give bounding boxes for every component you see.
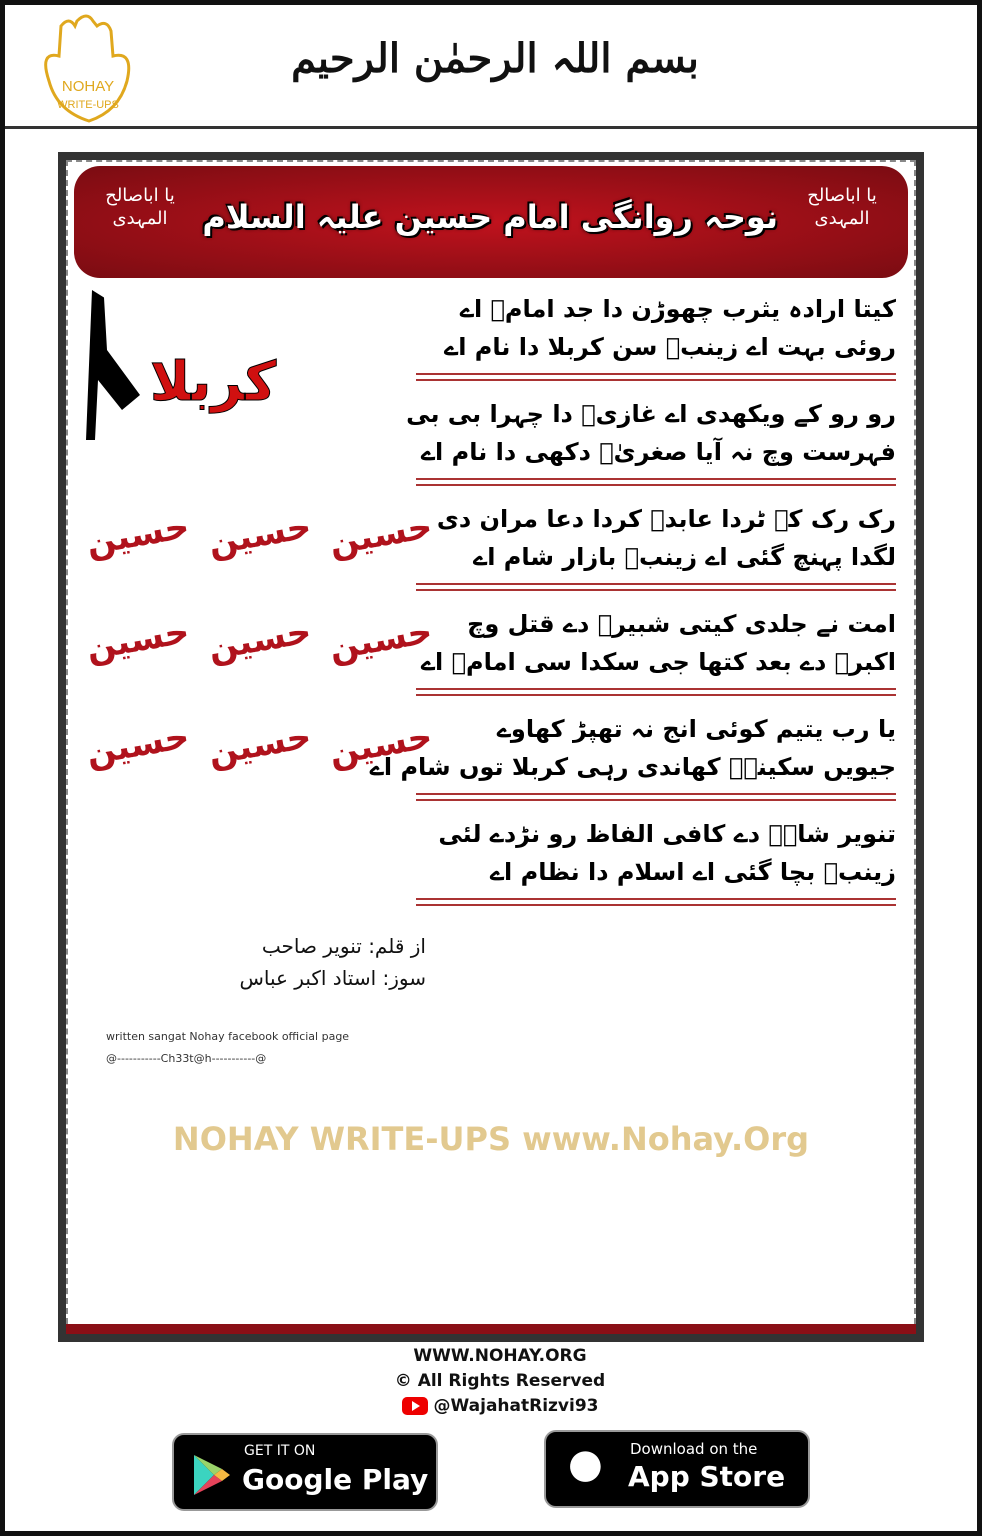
refrain: حسین (83, 716, 193, 774)
refrain: حسین (326, 611, 436, 669)
nauha-poster (58, 152, 924, 1342)
svg-text:NOHAY: NOHAY (61, 78, 115, 95)
website-link[interactable]: WWW.NOHAY.ORG (413, 1346, 587, 1366)
calligraphy-right: یا اباصالح المہدی (807, 185, 877, 230)
stanza-5 (370, 710, 896, 787)
copyright: © All Rights Reserved (394, 1371, 606, 1391)
google-small: GET IT ON (244, 1443, 316, 1459)
signature: @-----------Ch33t@h-----------@ (106, 1052, 267, 1065)
youtube-icon (402, 1397, 428, 1415)
page (5, 5, 977, 1531)
app-store-button[interactable] (544, 1430, 810, 1508)
refrain: حسین (326, 716, 436, 774)
soz-credit: سوز: استاد اکبر عباس (239, 966, 426, 990)
google-play-button[interactable] (172, 1433, 438, 1511)
line: روئی بہت اے زینبؑ سن کربلا دا نام اے (444, 333, 896, 362)
refrain-group (83, 611, 436, 669)
credits (106, 930, 426, 994)
refrain: حسین (83, 506, 193, 564)
google-play-icon (192, 1453, 232, 1497)
title-banner (74, 166, 908, 278)
stanza-1 (444, 290, 896, 367)
refrain: حسین (204, 611, 314, 669)
refrain: حسین (326, 506, 436, 564)
divider (416, 478, 896, 486)
youtube-link[interactable] (375, 1396, 625, 1416)
stanza-6 (438, 815, 896, 892)
line: یا رب یتیم کوئی انج نہ تھپڑ کھاوے (496, 715, 896, 743)
google-big: Google Play (242, 1463, 429, 1496)
bismillah: بسم اللہ الرحمٰن الرحیم (291, 35, 699, 82)
refrain: حسین (204, 716, 314, 774)
stanza-2 (406, 395, 896, 472)
header (5, 5, 977, 129)
line: اکبرؑ دے بعد کتھا جی سکدا سی امامؑ اے (420, 648, 896, 677)
refrain: حسین (83, 611, 193, 669)
alam-flag-icon (80, 290, 140, 440)
divider (416, 688, 896, 696)
line: کیتا ارادہ یثرب چھوڑن دا جد امامؑ اے (459, 295, 896, 323)
divider (416, 793, 896, 801)
svg-text:WRITE-UPS: WRITE-UPS (57, 99, 119, 111)
divider (416, 583, 896, 591)
refrain: حسین (204, 506, 314, 564)
page-credit: written sangat Nohay facebook official page (106, 1030, 350, 1043)
stanza-4 (421, 605, 896, 682)
bottom-scallop (66, 1324, 916, 1334)
apple-big: App Store (628, 1460, 786, 1493)
apple-icon: ● (568, 1441, 603, 1487)
watermark: NOHAY WRITE-UPS www.Nohay.Org (172, 1120, 810, 1158)
line: زینبؑ بچا گئی اے اسلام دا نظام اے (489, 858, 896, 887)
calligraphy-left: یا اباصالح المہدی (105, 185, 175, 230)
line: تنویر شاہؑ دے کافی الفاظ رو نڑدے لئی (438, 820, 896, 848)
line: امت نے جلدی کیتی شبیرؑ دے قتل وچ (467, 610, 896, 638)
karbala-calligraphy: کربلا (80, 290, 340, 490)
line: رو رو کے ویکھدی اے غازیؑ دا چہرا بی بی (406, 400, 896, 428)
apple-small: Download on the (630, 1440, 758, 1458)
line: جیویں سکینہؑ کھاندی رہی کربلا توں شام اے (369, 753, 896, 782)
writer-credit: از قلم: تنویر صاحب (261, 934, 426, 958)
stanza-3 (437, 500, 896, 577)
line: فہرست وچ نہ آیا صغریٰؑ دکھی دا نام اے (420, 438, 896, 467)
divider (416, 373, 896, 381)
divider (416, 898, 896, 906)
youtube-handle: @WajahatRizvi93 (433, 1396, 599, 1416)
nohay-logo (29, 11, 147, 127)
nauha-title: نوحہ روانگی امام حسین علیہ السلام (202, 198, 778, 236)
line: رک رک کے ٹردا عابدؑ کردا دعا مران دی (436, 505, 896, 533)
refrain-group (83, 506, 436, 564)
line: لگدا پہنچ گئی اے زینبؑ بازار شام اے (473, 543, 896, 572)
